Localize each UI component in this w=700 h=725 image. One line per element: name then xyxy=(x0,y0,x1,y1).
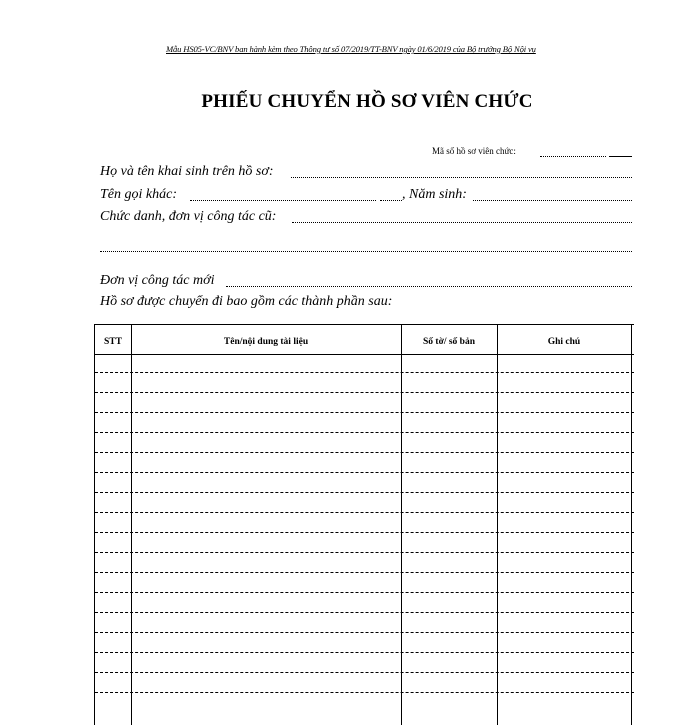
form-title: PHIẾU CHUYỂN HỒ SƠ VIÊN CHỨC xyxy=(201,91,533,112)
table-row[interactable] xyxy=(95,372,634,373)
table-row[interactable] xyxy=(95,652,634,653)
birth-name-field[interactable] xyxy=(291,177,632,178)
header-notes: Ghi chú xyxy=(547,337,581,347)
table-row[interactable] xyxy=(95,512,634,513)
record-code-solid-line xyxy=(609,156,632,157)
other-name-field-tail xyxy=(380,200,402,201)
table-row[interactable] xyxy=(95,632,634,633)
column-divider xyxy=(497,325,498,725)
table-header-divider xyxy=(95,354,634,355)
birth-year-field[interactable] xyxy=(473,200,632,201)
other-name-label: Tên gọi khác: xyxy=(100,187,177,202)
table-row[interactable] xyxy=(95,492,634,493)
form-reference-note: Mẫu HS05-VC/BNV ban hành kèm theo Thông tư số 07/2019/TT-BNV ngày 01/6/2019 của Bộ trưởng Bộ Nội vụ xyxy=(166,44,536,54)
record-code-dotted-line[interactable] xyxy=(540,156,606,157)
record-code-label: Mã số hồ sơ viên chức: xyxy=(432,146,516,156)
table-row[interactable] xyxy=(95,552,634,553)
new-unit-label: Đơn vị công tác mới xyxy=(100,273,215,288)
column-divider xyxy=(131,325,132,725)
table-row[interactable] xyxy=(95,672,634,673)
table-row[interactable] xyxy=(95,692,634,693)
record-code-row xyxy=(432,146,632,160)
table-row[interactable] xyxy=(95,612,634,613)
new-unit-field[interactable] xyxy=(226,286,632,287)
birth-year-label: , Năm sinh: xyxy=(402,187,467,202)
birth-name-label: Họ và tên khai sinh trên hồ sơ: xyxy=(100,164,274,179)
other-name-field[interactable] xyxy=(190,200,376,201)
header-sheet-count: Số tờ/ số bản xyxy=(423,337,475,347)
table-row[interactable] xyxy=(95,532,634,533)
position-field[interactable] xyxy=(292,222,632,223)
documents-table xyxy=(94,324,634,725)
components-label: Hồ sơ được chuyển đi bao gồm các thành phần sau: xyxy=(100,294,393,309)
table-row[interactable] xyxy=(95,412,634,413)
table-row[interactable] xyxy=(95,452,634,453)
position-label: Chức danh, đơn vị công tác cũ: xyxy=(100,209,277,224)
column-divider xyxy=(401,325,402,725)
column-divider xyxy=(631,325,632,725)
table-row[interactable] xyxy=(95,472,634,473)
table-row[interactable] xyxy=(95,432,634,433)
header-stt: STT xyxy=(104,337,122,347)
header-document-name: Tên/nội dung tài liệu xyxy=(223,337,309,347)
table-row[interactable] xyxy=(95,392,634,393)
table-row[interactable] xyxy=(95,592,634,593)
table-row[interactable] xyxy=(95,572,634,573)
position-field-continuation[interactable] xyxy=(100,251,632,252)
